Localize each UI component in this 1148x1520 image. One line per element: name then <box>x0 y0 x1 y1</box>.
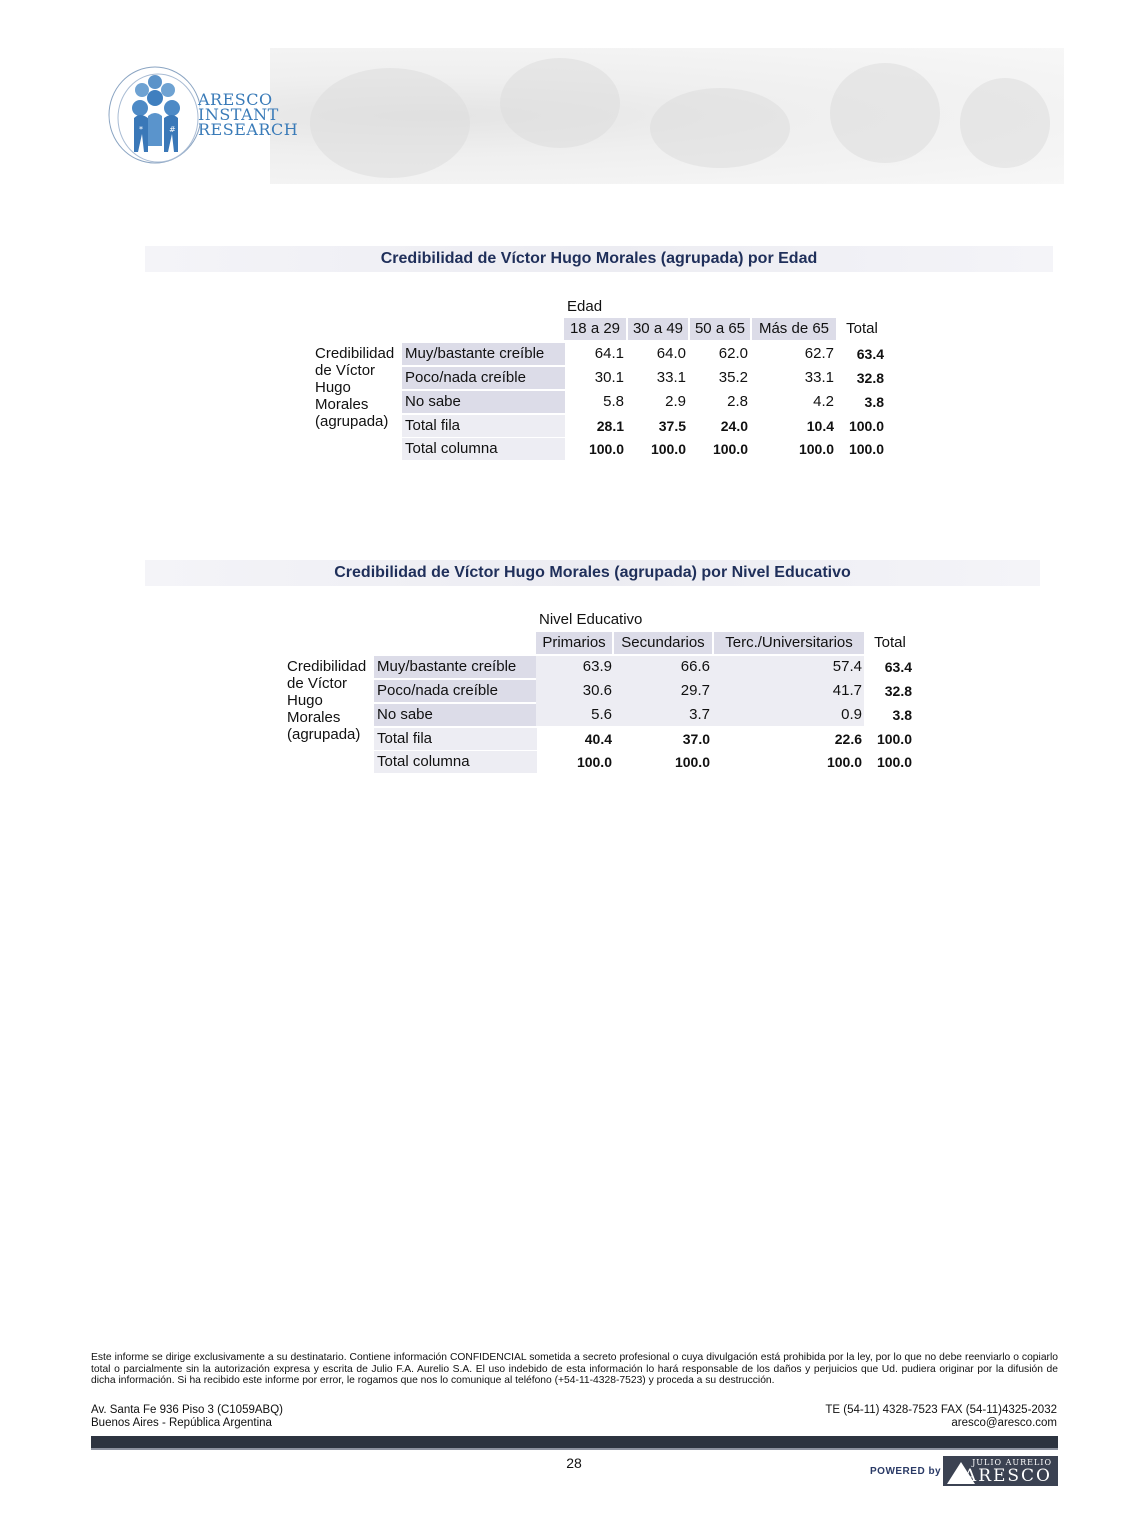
table1-cell: 28.1 <box>596 418 624 434</box>
table1-cell: 100.0 <box>798 441 834 457</box>
footer-divider-thin <box>91 1448 1058 1450</box>
table1-cell: 100.0 <box>848 418 884 434</box>
table1-cell: 2.8 <box>727 393 748 410</box>
table1-cell: 62.0 <box>718 345 748 362</box>
footer-divider <box>91 1436 1058 1448</box>
table2-cell: 32.8 <box>884 683 912 699</box>
confidentiality-disclaimer: Este informe se dirige exclusivamente a su destinatario. Contiene información CONFIDENCIAL sometida a secreto profesional o cuya divulgación está prohibida por la ley, por lo que no debe reenviarlo o copiarlo total o parcialmente sin la autorización expresa y escrita de Julio F.A. Aurelio S.A. El uso indebido de esta información lo hará responsable de los daños y perjuicios que Ud. pudiera originar por la difusión de dicha información. Si ha recibido este informe por error, le rogamos que nos lo comunique al teléfono (+54-11-4328-7523) y proceda a su destrucción. <box>91 1352 1058 1386</box>
table2-cell: 0.9 <box>841 706 862 723</box>
table2-cell: 63.9 <box>582 658 612 675</box>
logo-line-3: RESEARCH <box>198 120 299 139</box>
table1-cell: 33.1 <box>804 369 834 386</box>
aresco-brand-logo <box>943 1456 1058 1486</box>
table1-cell: 35.2 <box>718 369 748 386</box>
table2-row-label: Muy/bastante creíble <box>374 656 537 678</box>
table1-cell: 100.0 <box>588 441 624 457</box>
table1-cell: 4.2 <box>813 393 834 410</box>
table2-col-header: Total <box>874 634 906 651</box>
table1-row-label: Total columna <box>402 438 565 460</box>
table1-cell: 100.0 <box>650 441 686 457</box>
table2-row-label: Total fila <box>374 728 537 750</box>
table1-cell: 30.1 <box>594 369 624 386</box>
table1-cell: 2.9 <box>665 393 686 410</box>
table1-cell: 100.0 <box>712 441 748 457</box>
table1-cell: 64.1 <box>594 345 624 362</box>
table2-cell: 100.0 <box>876 731 912 747</box>
table1-col-header: 50 a 65 <box>690 318 750 340</box>
table1-row-label: Poco/nada creíble <box>402 367 565 389</box>
brand-small-text: JULIO AURELIO <box>972 1458 1052 1467</box>
table2-col-header: Primarios <box>536 632 612 654</box>
table1-title: Credibilidad de Víctor Hugo Morales (agrupada) por Edad <box>380 250 818 267</box>
table1-cell: 10.4 <box>806 418 834 434</box>
logo-wordmark <box>198 92 298 137</box>
svg-text:#: # <box>169 125 176 134</box>
table2-cell: 40.4 <box>584 731 612 747</box>
powered-by-label: POWERED by <box>870 1466 942 1477</box>
people-logo-icon <box>100 60 200 170</box>
table1-cell: 33.1 <box>656 369 686 386</box>
brand-big-text: ARESCO <box>963 1466 1052 1486</box>
table2-cell: 41.7 <box>832 682 862 699</box>
table2-cell: 29.7 <box>680 682 710 699</box>
table2-row-label: No sabe <box>374 704 537 726</box>
table2-row-label: Total columna <box>374 751 537 773</box>
table1-cell: 32.8 <box>856 370 884 386</box>
table2-col-header: Secundarios <box>614 632 712 654</box>
table2-row-label: Poco/nada creíble <box>374 680 537 702</box>
table2-cell: 66.6 <box>680 658 710 675</box>
table1-col-header: 18 a 29 <box>564 318 626 340</box>
logo-line-2: INSTANT <box>198 105 279 124</box>
address-line-2: Buenos Aires - República Argentina <box>91 1417 272 1429</box>
address-block <box>91 1404 283 1430</box>
table2-title-strip <box>145 560 1040 586</box>
table1-cell: 3.8 <box>864 394 884 410</box>
table2-cell: 100.0 <box>876 754 912 770</box>
table2-col-header: Terc./Universitarios <box>714 632 864 654</box>
table1-cell: 62.7 <box>804 345 834 362</box>
table2-cell: 5.6 <box>591 706 612 723</box>
table2-row-variable: Credibilidad de Víctor Hugo Morales (agrupada) <box>287 658 367 743</box>
table2-cell: 57.4 <box>832 658 862 675</box>
table2-title: Credibilidad de Víctor Hugo Morales (agrupada) por Nivel Educativo <box>334 564 851 581</box>
table1-col-header: Total <box>846 320 878 337</box>
aresco-logo <box>100 60 299 170</box>
table1-group-label: Edad <box>567 298 603 315</box>
table2-cell: 37.0 <box>682 731 710 747</box>
table1-cell: 64.0 <box>656 345 686 362</box>
table1-cell: 5.8 <box>603 393 624 410</box>
logo-line-1: ARESCO <box>198 90 273 109</box>
page-number: 28 <box>566 1455 582 1471</box>
table2-cell: 22.6 <box>834 731 862 747</box>
table2-cell: 3.8 <box>892 707 912 723</box>
header-banner-image <box>270 48 1064 184</box>
table1-col-header: Más de 65 <box>752 318 836 340</box>
table1-col-header: 30 a 49 <box>628 318 688 340</box>
table1-cell: 24.0 <box>720 418 748 434</box>
address-line-1: Av. Santa Fe 936 Piso 3 (C1059ABQ) <box>91 1404 283 1416</box>
phone-fax: TE (54-11) 4328-7523 FAX (54-11)4325-2032 <box>825 1404 1057 1416</box>
table2-group-label: Nivel Educativo <box>539 611 643 628</box>
table1-row-label: No sabe <box>402 391 565 413</box>
contact-block <box>825 1404 1057 1430</box>
table2-cell: 100.0 <box>674 754 710 770</box>
table2-cell: 100.0 <box>826 754 862 770</box>
table2-cell: 63.4 <box>884 659 912 675</box>
table2-cell: 3.7 <box>689 706 710 723</box>
table2-cell: 100.0 <box>576 754 612 770</box>
table1-cell: 100.0 <box>848 441 884 457</box>
table1-cell: 63.4 <box>856 346 884 362</box>
table1-cell: 37.5 <box>658 418 686 434</box>
table1-title-strip <box>145 246 1053 272</box>
table1-row-label: Muy/bastante creíble <box>402 343 565 365</box>
svg-text:*: * <box>139 125 143 134</box>
table1-row-variable: Credibilidad de Víctor Hugo Morales (agrupada) <box>315 345 395 430</box>
table1-row-label: Total fila <box>402 415 565 437</box>
table2-cell: 30.6 <box>582 682 612 699</box>
email-link[interactable]: aresco@aresco.com <box>951 1417 1057 1429</box>
